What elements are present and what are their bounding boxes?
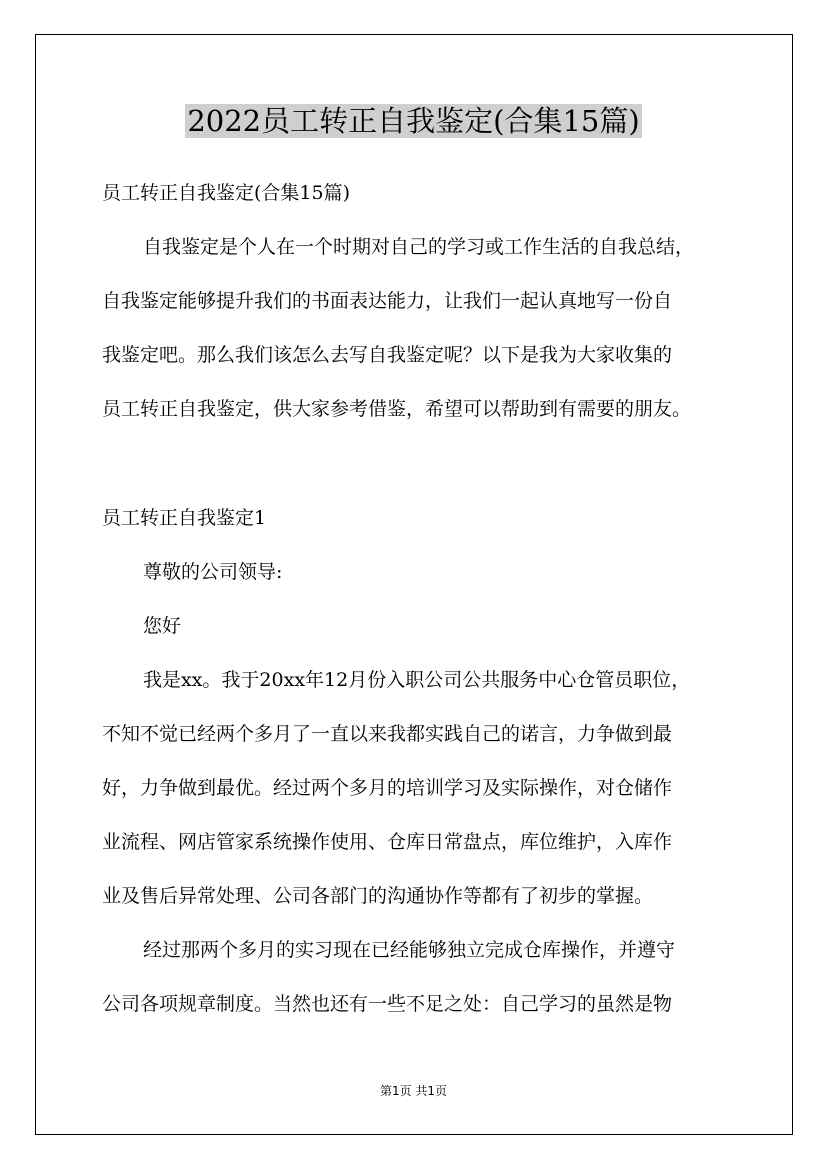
para1-line-3: 好，力争做到最优。经过两个多月的培训学习及实际操作，对仓储作 [102, 777, 673, 799]
page-footer: 第1页 共1页 [379, 1084, 448, 1098]
para1-line-4: 业流程、网店管家系统操作使用、仓库日常盘点，库位维护，入库作 [102, 831, 673, 853]
greeting: 您好 [143, 615, 182, 637]
intro-line-4: 员工转正自我鉴定，供大家参考借鉴，希望可以帮助到有需要的朋友。 [102, 398, 692, 420]
subtitle: 员工转正自我鉴定(合集15篇) [102, 182, 351, 204]
intro-line-3: 我鉴定吧。那么我们该怎么去写自我鉴定呢？以下是我为大家收集的 [102, 344, 673, 366]
intro-line-1: 自我鉴定是个人在一个时期对自己的学习或工作生活的自我总结， [143, 236, 695, 258]
para1-line-2: 不知不觉已经两个多月了一直以来我都实践自己的诺言，力争做到最 [102, 723, 673, 745]
document-title [0, 100, 827, 142]
para2-line-2: 公司各项规章制度。当然也还有一些不足之处：自己学习的虽然是物 [102, 993, 673, 1015]
section-heading: 员工转正自我鉴定1 [102, 507, 267, 529]
para2-line-1: 经过那两个多月的实习现在已经能够独立完成仓库操作，并遵守 [143, 939, 676, 961]
intro-line-2: 自我鉴定能够提升我们的书面表达能力，让我们一起认真地写一份自 [102, 290, 673, 312]
para1-line-1: 我是xx。我于20xx年12月份入职公司公共服务中心仓管员职位， [143, 669, 691, 691]
salutation: 尊敬的公司领导: [143, 561, 283, 583]
para1-line-5: 业及售后异常处理、公司各部门的沟通协作等都有了初步的掌握。 [102, 885, 654, 907]
title-text: 2022员工转正自我鉴定(合集15篇) [187, 104, 640, 138]
